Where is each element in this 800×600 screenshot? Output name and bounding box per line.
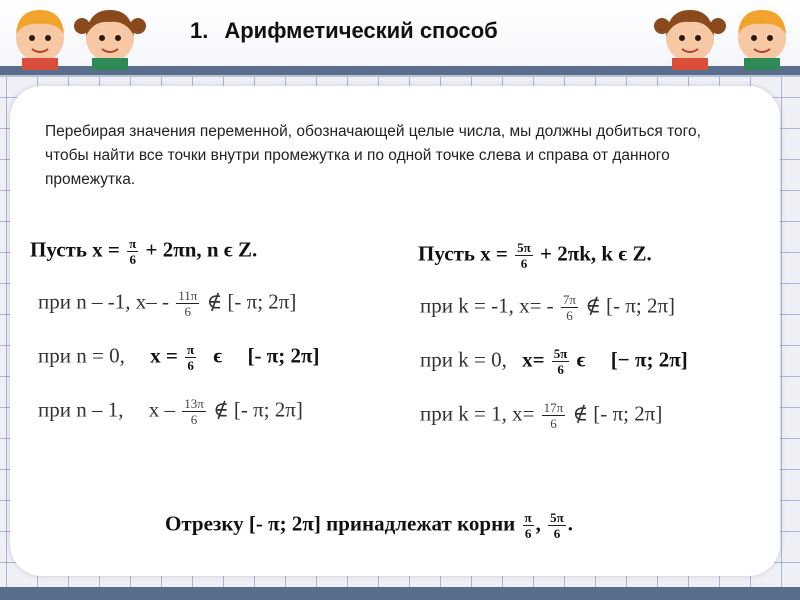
left-header <box>30 236 257 267</box>
fraction-numerator: 13π <box>184 396 204 411</box>
fraction-numerator: π <box>524 510 532 525</box>
left-header-pre: Пусть x = <box>30 237 120 262</box>
intro-paragraph: Перебирая значения переменной, обозначающей целые числа, мы должны добиться того, чтобы найти все точки внутри промежутка и по одной точке слева и справа от данного промежутка. <box>45 123 701 188</box>
conclusion-fraction-1 <box>523 510 534 541</box>
right-row-2 <box>420 346 688 377</box>
fraction-numerator: 5π <box>550 510 564 525</box>
row-result: ∉ [- π; 2π] <box>213 397 303 422</box>
fraction-numerator: 11π <box>178 288 198 303</box>
row-result: ∉ [- π; 2π] <box>572 401 663 426</box>
row-x-label: x= <box>522 347 545 372</box>
row-fraction <box>182 396 206 427</box>
right-header <box>418 240 652 271</box>
fraction-denominator: 6 <box>515 255 533 271</box>
left-header-post: + 2πn, n ϵ Z. <box>145 237 258 262</box>
fraction-numerator: 17π <box>543 400 564 415</box>
fraction-denominator: 6 <box>561 307 578 323</box>
fraction-denominator: 6 <box>185 357 196 373</box>
page-title <box>190 18 498 44</box>
fraction-numerator: 5π <box>553 346 568 361</box>
fraction-numerator: π <box>187 342 195 357</box>
row-fraction <box>542 400 566 431</box>
row-member-sign: ϵ <box>576 347 586 372</box>
kids-illustration-right <box>640 0 800 70</box>
row-text: при n = 0, <box>38 343 125 368</box>
fraction-numerator: 5π <box>517 240 531 255</box>
right-row-1 <box>420 292 675 323</box>
row-text: при k = 1, x= <box>420 401 535 426</box>
fraction-numerator: 7π <box>562 292 576 307</box>
title-number: 1. <box>190 18 209 43</box>
row-result: ∉ [- π; 2π] <box>585 293 676 318</box>
row-x-label: x – <box>148 397 175 422</box>
fraction-denominator: 6 <box>552 361 570 377</box>
row-fraction <box>176 288 199 319</box>
fraction-denominator: 6 <box>127 251 138 267</box>
fraction-denominator: 6 <box>542 415 566 431</box>
row-interval: [- π; 2π] <box>247 343 320 368</box>
left-row-3 <box>38 396 303 427</box>
left-row-2 <box>38 342 320 373</box>
conclusion: Отрезку [- π; 2π] принадлежат корни $\frac{\pi}{6}$ , $\frac{5\pi}{6}$ . <box>165 510 574 541</box>
right-header-fraction <box>515 240 533 271</box>
row-fraction <box>552 346 570 377</box>
row-x-label: x = <box>150 343 178 368</box>
row-text: при n – -1, x– - <box>38 289 169 314</box>
row-text: при n – 1, <box>38 397 124 422</box>
row-result: ∉ [- π; 2π] <box>206 289 297 314</box>
fraction-numerator: π <box>129 236 137 251</box>
fraction-denominator: 6 <box>176 303 199 319</box>
row-fraction <box>561 292 578 323</box>
fraction-denominator: 6 <box>523 525 534 541</box>
fraction-denominator: 6 <box>182 411 206 427</box>
fraction-denominator: 6 <box>548 525 566 541</box>
kids-illustration-left <box>0 0 160 70</box>
left-row-1 <box>38 288 296 319</box>
row-fraction <box>185 342 196 373</box>
conclusion-fraction-2 <box>548 510 566 541</box>
title-text: Арифметический способ <box>224 18 498 43</box>
row-text: при k = 0, <box>420 347 507 372</box>
row-member-sign: ϵ <box>213 343 223 368</box>
right-row-3 <box>420 400 662 431</box>
conclusion-text: Отрезку [- π; 2π] принадлежат корни <box>165 511 516 536</box>
right-header-post: + 2πk, k ϵ Z. <box>540 241 652 266</box>
row-interval: [− π; 2π] <box>610 347 688 372</box>
row-text: при k = -1, x= - <box>420 293 554 318</box>
footer-stripe <box>0 587 800 600</box>
left-header-fraction <box>127 236 138 267</box>
right-header-pre: Пусть x = <box>418 241 508 266</box>
